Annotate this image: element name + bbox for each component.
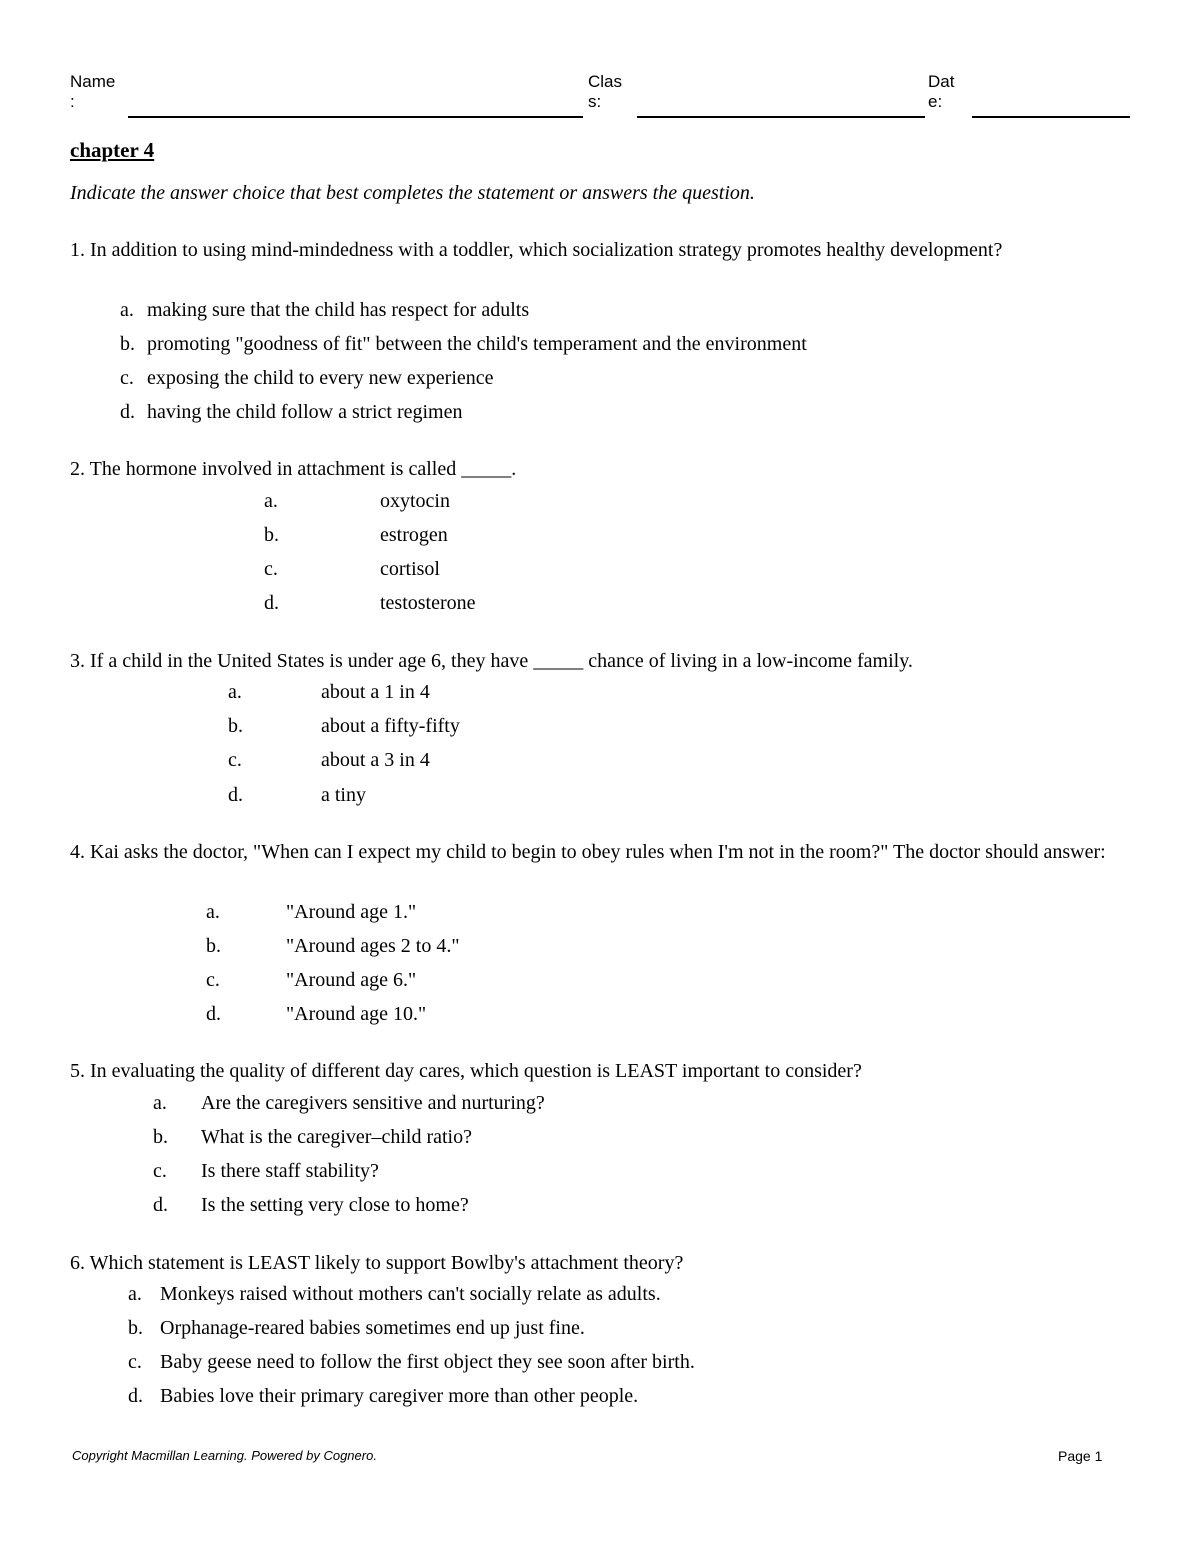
page-number: Page 1 <box>1058 1448 1103 1464</box>
class-label: Clas s: <box>588 72 623 111</box>
copyright-footer: Copyright Macmillan Learning. Powered by Cognero. <box>72 1448 377 1463</box>
date-label: Dat e: <box>928 72 955 111</box>
question-3: 3. If a child in the United States is under age 6, they have _____ chance of living in a low-income family. <box>70 650 913 672</box>
question-2: 2. The hormone involved in attachment is called _____. <box>70 458 517 480</box>
name-field[interactable] <box>128 116 583 118</box>
page-title: chapter 4 <box>70 138 155 162</box>
instructions: Indicate the answer choice that best completes the statement or answers the question. <box>70 182 755 204</box>
question-5: 5. In evaluating the quality of different day cares, which question is LEAST important to consider? <box>70 1060 862 1082</box>
question-1: 1. In addition to using mind-mindedness with a toddler, which socialization strategy promotes healthy development? <box>70 239 1003 261</box>
name-label: Name : <box>70 72 116 111</box>
question-4: 4. Kai asks the doctor, "When can I expect my child to begin to obey rules when I'm not in the room?" The doctor should answer: <box>70 841 1106 863</box>
date-field[interactable] <box>972 116 1130 118</box>
question-6: 6. Which statement is LEAST likely to support Bowlby's attachment theory? <box>70 1252 684 1274</box>
class-field[interactable] <box>637 116 925 118</box>
